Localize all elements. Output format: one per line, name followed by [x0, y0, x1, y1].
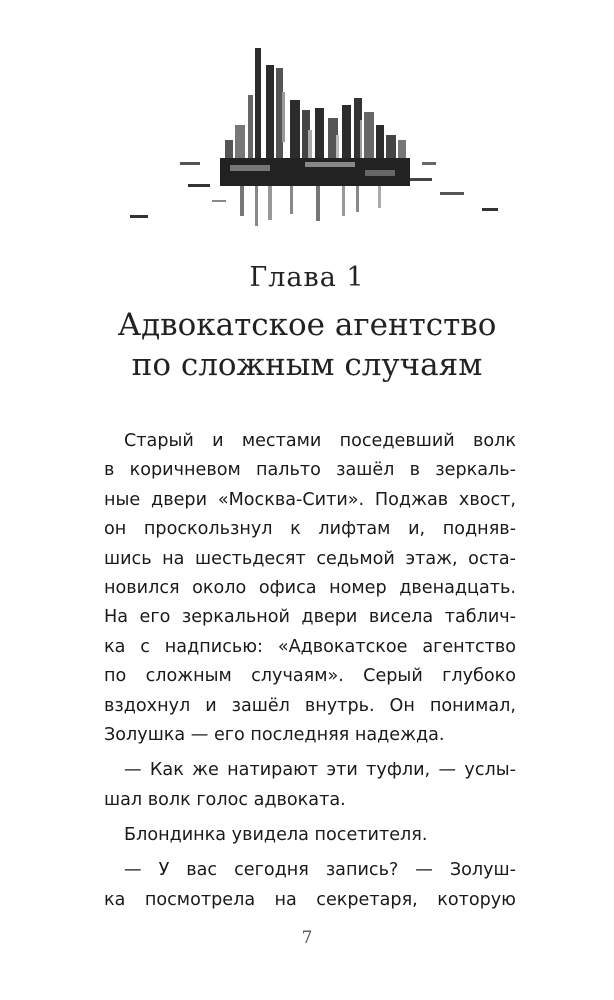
chapter-title-line: по сложным случаям [131, 347, 483, 383]
paragraph [104, 856, 516, 915]
chapter-number: Глава 1 [249, 262, 365, 293]
text-line: новился около офиса номер двенадцать. [104, 577, 516, 598]
text-line: Блондинка увидела посетителя. [124, 825, 428, 846]
chapter-title [0, 305, 614, 385]
text-line: ка посмотрела на секретаря, которую [104, 889, 516, 910]
text-line: шись на шестьдесят седьмой этаж, оста- [104, 548, 516, 569]
text-line: Золушка — его последняя надежда. [104, 724, 445, 745]
page-number: 7 [301, 928, 313, 948]
text-line: он проскользнул к лифтам и, подняв- [104, 519, 516, 540]
text-line: по сложным случаям». Серый глубоко [104, 666, 516, 687]
text-line: — Как же натирают эти туфли, — услы- [124, 760, 516, 781]
paragraph [104, 756, 516, 815]
text-line: ка с надписью: «Адвокатское агентство [104, 636, 516, 657]
chapter-title-line: Адвокатское агентство [117, 307, 497, 343]
paragraph [104, 821, 516, 850]
text-line: Старый и местами поседевший волк [124, 431, 516, 451]
text-line: На его зеркальной двери висела таблич- [104, 607, 516, 628]
text-line: шал волк голос адвоката. [104, 789, 346, 810]
city-skyline-illustration [130, 40, 500, 240]
text-line: вздохнул и зашёл внутрь. Он понимал, [104, 695, 516, 716]
text-line: в коричневом пальто зашёл в зеркаль- [104, 460, 516, 481]
text-line: ные двери «Москва-Сити». Поджав хвост, [104, 489, 516, 510]
chapter-body-text [104, 427, 516, 915]
text-line: — У вас сегодня запись? — Золуш- [124, 860, 516, 881]
paragraph [104, 427, 516, 750]
